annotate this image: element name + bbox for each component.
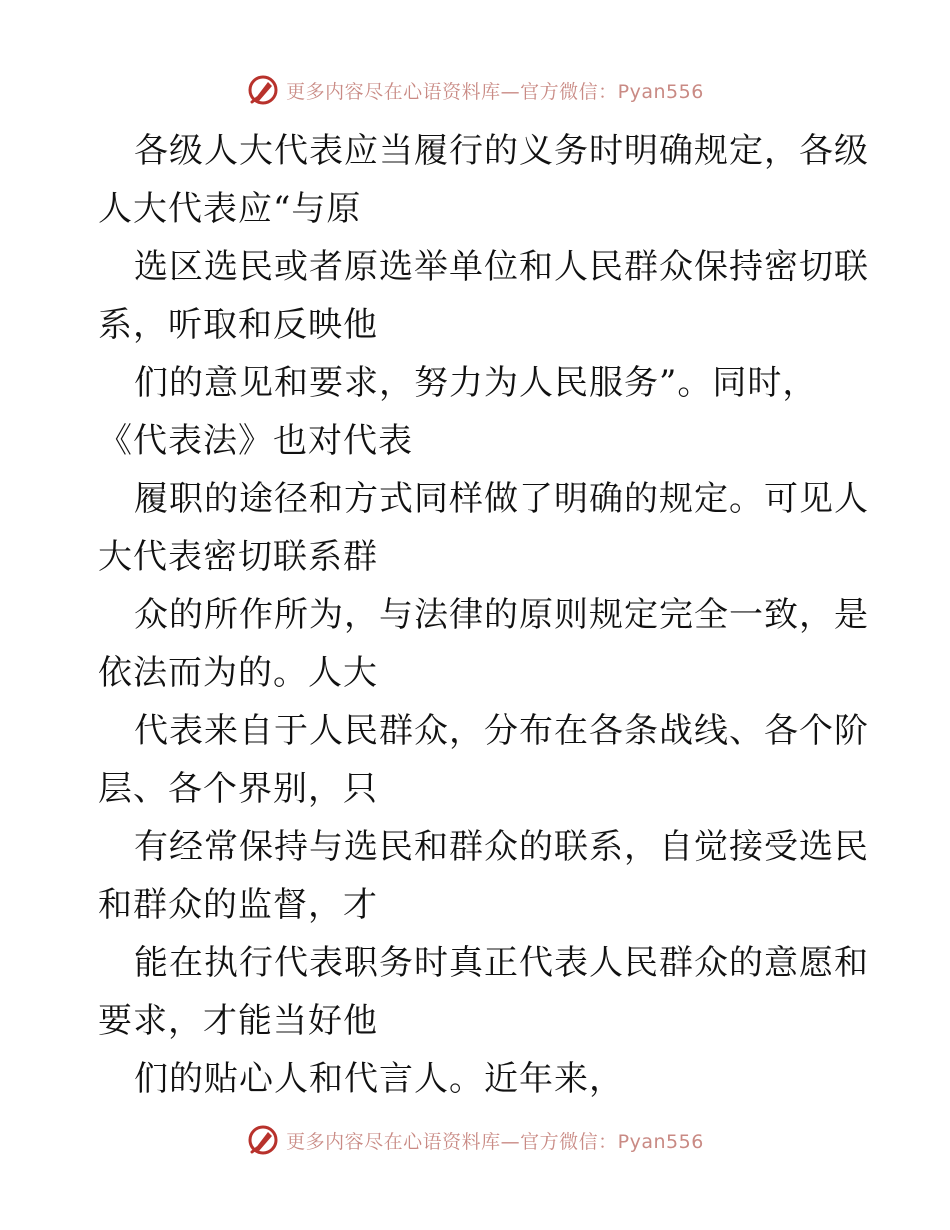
body-line: 众的所作所为，与法律的原则规定完全一致，是 <box>134 595 869 635</box>
pen-nib-logo-icon <box>246 1123 280 1157</box>
header-banner-text <box>286 77 704 104</box>
body-line: 有经常保持与选民和群众的联系，自觉接受选民 <box>134 827 869 867</box>
footer-banner-label: 更多内容尽在心语资料库—官方微信： <box>286 1130 618 1153</box>
body-line: 履职的途径和方式同样做了明确的规定。可见人 <box>134 479 869 519</box>
body-line: 层、各个界别，只 <box>98 769 378 809</box>
footer-banner <box>0 1120 950 1160</box>
body-line: 依法而为的。人大 <box>98 653 378 693</box>
header-banner-label: 更多内容尽在心语资料库—官方微信： <box>286 80 618 103</box>
body-line: 人大代表应“与原 <box>98 189 362 229</box>
body-line: 选区选民或者原选举单位和人民群众保持密切联 <box>134 247 869 287</box>
body-line: 们的贴心人和代言人。近年来， <box>134 1059 624 1099</box>
body-line: 们的意见和要求，努力为人民服务”。同时， <box>134 363 818 403</box>
body-line: 代表来自于人民群众，分布在各条战线、各个阶 <box>134 711 869 751</box>
footer-wechat-id: Pyan556 <box>617 1130 704 1153</box>
body-line: 要求，才能当好他 <box>98 1001 378 1041</box>
body-line: 系，听取和反映他 <box>98 305 378 345</box>
header-wechat-id: Pyan556 <box>617 80 704 103</box>
pen-nib-logo-icon <box>246 73 280 107</box>
document-body <box>98 122 869 1108</box>
header-banner <box>0 70 950 110</box>
body-line: 和群众的监督，才 <box>98 885 378 925</box>
footer-banner-text <box>286 1127 704 1154</box>
body-line: 大代表密切联系群 <box>98 537 378 577</box>
body-line: 各级人大代表应当履行的义务时明确规定，各级 <box>134 131 869 171</box>
body-line: 能在执行代表职务时真正代表人民群众的意愿和 <box>134 943 869 983</box>
body-line: 《代表法》也对代表 <box>98 421 413 461</box>
